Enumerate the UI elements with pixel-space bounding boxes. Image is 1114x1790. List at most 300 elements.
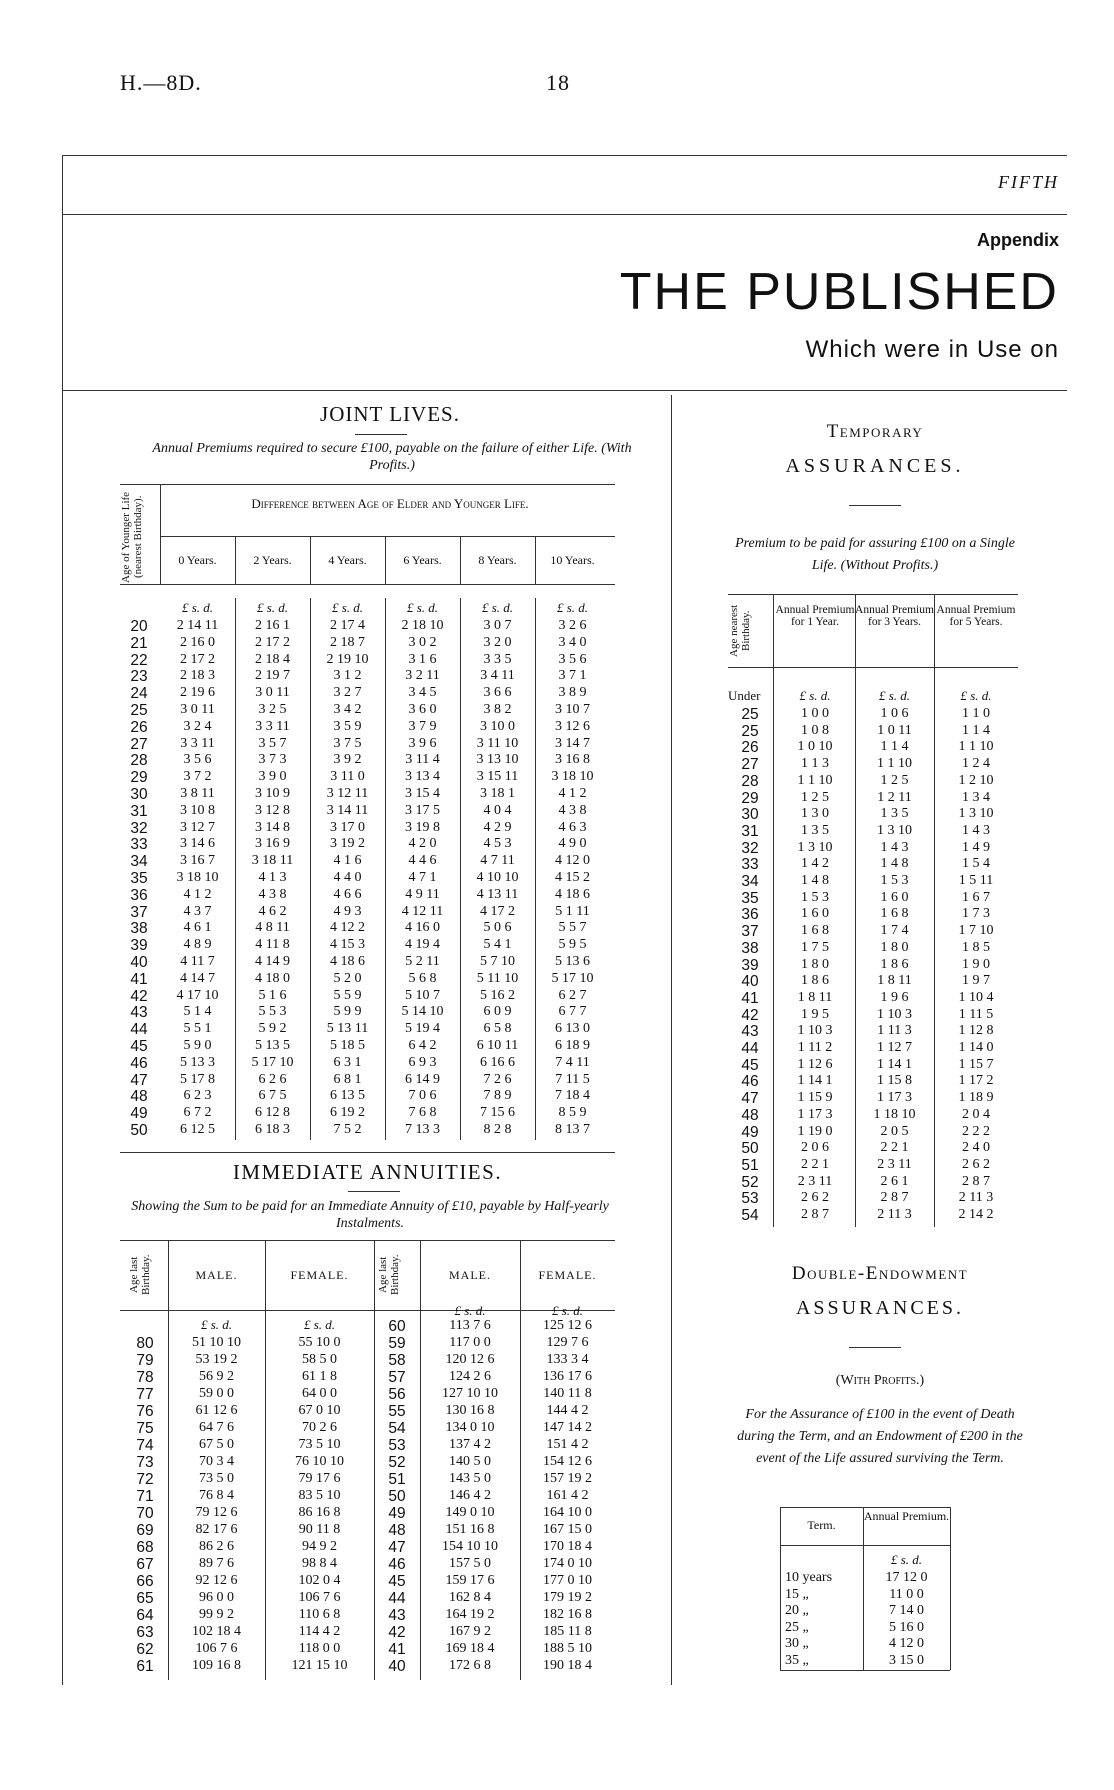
de-header-bottom: [780, 1545, 950, 1546]
ann-male-value: 164 19 2: [445, 1607, 495, 1622]
jl-row-age: 49: [130, 1105, 148, 1123]
jl-premium-cell: 5 11 10: [476, 970, 519, 986]
tmp-age-header: Age nearest Birthday.: [728, 604, 752, 658]
tmp-premium-cell: 2 8 7: [880, 1190, 909, 1206]
tmp-row-age: 37: [741, 923, 759, 941]
jl-premium-cell: 4 12 0: [555, 853, 590, 869]
jl-premium-cell: 7 18 4: [555, 1088, 590, 1104]
annuities-title: IMMEDIATE ANNUITIES.: [232, 1160, 503, 1184]
de-premium: 4 12 0: [889, 1636, 924, 1651]
tmp-unit-label: £ s. d.: [960, 688, 992, 703]
tmp-premium-cell: 1 1 10: [877, 756, 912, 772]
jl-col-header: 8 Years.: [478, 553, 517, 567]
jl-premium-cell: 4 8 9: [183, 937, 212, 953]
ann-male-value: 76 8 4: [199, 1488, 234, 1503]
tmp-row-age: 31: [741, 822, 759, 840]
ann-age-left: 61: [136, 1658, 154, 1675]
ann-age-left: 78: [136, 1369, 154, 1386]
tmp-premium-cell: 1 17 2: [958, 1073, 994, 1089]
tmp-premium-cell: 1 4 3: [962, 822, 990, 838]
double-endowment-caption: For the Assurance of £100 in the event of Death during the Term, and an Endowment of £200 in the event of the Life assured surviving the Term.: [737, 1407, 1023, 1466]
jl-premium-cell: 3 3 11: [180, 735, 215, 751]
ann-female-value: 79 17 6: [298, 1471, 341, 1486]
jl-premium-cell: 5 9 0: [183, 1038, 212, 1053]
jl-premium-cell: 4 18 0: [255, 970, 290, 986]
tmp-row-age: 35: [741, 889, 759, 907]
de-term: 30 „: [785, 1636, 809, 1651]
jl-premium-cell: 3 13 10: [476, 752, 519, 768]
jl-col-divider: [235, 536, 236, 584]
ann-male-value: 82 17 6: [195, 1522, 238, 1537]
jl-premium-cell: 7 8 9: [483, 1088, 512, 1104]
tmp-row-age: 26: [741, 739, 759, 757]
jl-group-header: Difference between Age of Elder and Younger Life.: [251, 496, 529, 511]
tmp-premium-cell: 1 9 7: [962, 973, 990, 989]
ann-male-value: 172 6 8: [449, 1658, 491, 1673]
jl-premium-cell: 3 15 4: [405, 786, 440, 801]
tmp-row-age: 27: [741, 756, 759, 774]
ann-male-value: 73 5 0: [199, 1471, 234, 1486]
tmp-premium-cell: 2 6 2: [801, 1190, 829, 1206]
tmp-col-1: Annual Premium for 1 Year.: [775, 604, 855, 628]
jl-premium-cell: 5 14 10: [401, 1004, 444, 1020]
ann-female-value: 110 6 8: [298, 1607, 341, 1622]
tmp-premium-cell: 1 9 6: [880, 989, 909, 1005]
ann-male-value: 167 9 2: [449, 1624, 491, 1639]
ann-male-value: 140 5 0: [449, 1454, 491, 1469]
tmp-premium-cell: 1 2 4: [962, 756, 990, 772]
jl-row-age: 50: [130, 1122, 148, 1139]
tmp-premium-cell: 1 8 6: [880, 956, 909, 972]
tmp-premium-cell: 2 3 11: [797, 1173, 833, 1189]
tmp-unit-label: £ s. d.: [799, 688, 831, 703]
tmp-premium-cell: 1 4 8: [801, 873, 829, 888]
tmp-premium-cell: 1 11 5: [958, 1006, 994, 1022]
ann-div-3: [374, 1240, 375, 1310]
jl-premium-cell: 3 9 2: [333, 752, 362, 768]
ann-male-value: 64 7 6: [199, 1420, 234, 1435]
jl-premium-cell: 5 10 7: [405, 987, 440, 1003]
jl-premium-cell: 3 7 9: [408, 718, 437, 734]
jl-premium-cell: 4 17 2: [480, 903, 515, 919]
de-unit-label: £ s. d.: [890, 1552, 923, 1567]
jl-row-age: 24: [130, 685, 148, 703]
tmp-premium-cell: 1 14 0: [958, 1040, 994, 1055]
jl-premium-cell: 4 7 1: [408, 870, 437, 885]
jl-premium-cell: 5 17 8: [180, 1071, 215, 1087]
jl-premium-cell: 7 15 6: [480, 1105, 515, 1121]
jl-premium-cell: 3 9 0: [258, 769, 287, 785]
ann-age-right: 50: [388, 1488, 406, 1505]
jl-premium-cell: 3 4 0: [558, 634, 587, 650]
jl-premium-cell: 3 2 7: [333, 685, 362, 701]
jl-premium-cell: 6 7 2: [183, 1105, 212, 1121]
ann-male-value: 86 2 6: [199, 1539, 234, 1554]
jl-row-age: 43: [130, 1004, 148, 1022]
ann-age-header-right: Age last Birthday.: [377, 1254, 401, 1296]
tmp-row-age: 52: [741, 1173, 759, 1191]
tmp-premium-cell: 2 8 7: [801, 1207, 829, 1222]
ann-male-value: 169 18 4: [445, 1641, 495, 1656]
ann-male-value: 96 0 0: [199, 1590, 234, 1605]
ann-male-value: 157 5 0: [449, 1556, 491, 1571]
tmp-premium-cell: 1 17 3: [797, 1106, 833, 1122]
jl-age-divider: [160, 484, 161, 584]
de-term: 35 „: [785, 1652, 809, 1668]
jl-premium-cell: 3 14 11: [326, 802, 369, 818]
tmp-premium-cell: 1 19 0: [797, 1123, 833, 1139]
tmp-premium-cell: 1 3 10: [877, 822, 912, 838]
ann-female-value: 106 7 6: [298, 1590, 341, 1605]
tmp-premium-cell: 2 14 2: [958, 1207, 994, 1222]
tmp-body-divider: [773, 667, 774, 1227]
jl-premium-cell: 3 10 0: [480, 718, 515, 734]
jl-row-age: 25: [130, 702, 148, 719]
jl-row-age: 29: [130, 769, 148, 787]
ann-age-right: 41: [388, 1641, 406, 1658]
ann-male-value: 79 12 6: [195, 1505, 238, 1520]
jl-row-age: 20: [130, 618, 148, 635]
jl-premium-cell: 3 12 8: [255, 802, 290, 818]
jl-premium-cell: 4 6 1: [183, 920, 212, 936]
ann-male-value: 106 7 6: [195, 1641, 238, 1656]
jl-premium-cell: 6 2 6: [258, 1071, 287, 1087]
jl-premium-cell: 4 11 7: [180, 954, 215, 969]
tmp-row-age: 28: [741, 772, 759, 790]
jl-premium-cell: 5 5 3: [258, 1004, 287, 1020]
tmp-row-age: 49: [741, 1123, 759, 1141]
jl-premium-cell: 4 2 9: [483, 819, 512, 835]
ann-male-value: 127 10 10: [442, 1386, 498, 1401]
ann-male-value: 154 10 10: [442, 1539, 498, 1554]
jl-premium-cell: 4 9 0: [558, 836, 587, 852]
jl-premium-cell: 6 13 0: [555, 1021, 590, 1037]
tmp-row-age: 38: [741, 939, 759, 957]
tmp-row-age: 41: [741, 989, 759, 1007]
jl-header-mid: [160, 536, 615, 537]
fifth-label: FIFTH: [998, 172, 1059, 192]
tmp-premium-cell: 2 6 1: [880, 1173, 909, 1189]
jl-row-age: 35: [130, 870, 148, 887]
jl-premium-cell: 7 13 3: [405, 1122, 440, 1137]
jl-premium-cell: 3 9 6: [408, 735, 437, 751]
jl-premium-cell: 5 16 2: [480, 987, 515, 1003]
jl-premium-cell: 2 18 7: [330, 634, 365, 650]
tmp-col-3: Annual Premium for 5 Years.: [936, 604, 1016, 628]
jl-premium-cell: 3 0 7: [483, 618, 512, 633]
jl-premium-cell: 3 8 2: [483, 702, 512, 717]
tmp-premium-cell: 1 0 0: [801, 706, 829, 721]
jl-premium-cell: 5 18 5: [330, 1038, 365, 1053]
tmp-unit-label: £ s. d.: [878, 688, 911, 703]
tmp-row-age: 53: [741, 1190, 759, 1208]
tmp-header-top: [728, 594, 1018, 595]
jl-premium-cell: 5 9 2: [258, 1021, 287, 1037]
tmp-premium-cell: 1 5 4: [962, 856, 990, 872]
jl-premium-cell: 4 19 4: [405, 937, 440, 953]
tmp-premium-cell: 1 1 3: [801, 756, 829, 772]
jl-premium-cell: 4 0 4: [483, 802, 512, 818]
jl-row-age: 26: [130, 718, 148, 736]
ann-male-value: 120 12 6: [445, 1352, 495, 1367]
jl-unit-label: £ s. d.: [406, 600, 439, 615]
annuities-caption: Showing the Sum to be paid for an Immediate Annuity of £10, payable by Half-yearly Instalments.: [131, 1199, 609, 1231]
jl-premium-cell: 4 6 3: [558, 819, 587, 835]
tmp-premium-cell: 1 14 1: [797, 1073, 833, 1089]
tmp-premium-cell: 1 11 3: [877, 1023, 912, 1039]
ann-age-left: 79: [136, 1352, 154, 1369]
jl-premium-cell: 4 14 9: [255, 954, 290, 969]
jl-col-divider: [310, 536, 311, 584]
jl-col-header: 4 Years.: [328, 553, 367, 567]
jl-premium-cell: 3 1 6: [408, 651, 437, 667]
tmp-premium-cell: 1 1 10: [797, 772, 833, 788]
ann-age-left: 66: [136, 1573, 154, 1590]
ann-age-right: 52: [388, 1454, 406, 1471]
ann-age-left: 74: [136, 1437, 154, 1454]
ann-age-right: 49: [388, 1505, 406, 1522]
ann-body-divider: [374, 1310, 375, 1680]
jl-premium-cell: 3 18 10: [551, 769, 594, 785]
tmp-premium-cell: 1 3 0: [801, 806, 829, 822]
jl-row-age: 21: [130, 634, 148, 652]
ann-age-left: 70: [136, 1505, 154, 1522]
ann-female-value: 167 15 0: [543, 1522, 592, 1537]
jl-premium-cell: 3 8 9: [558, 685, 587, 701]
tmp-premium-cell: 1 3 10: [797, 839, 833, 855]
ann-female-value: 133 3 4: [546, 1352, 589, 1367]
jl-col-header: 2 Years.: [253, 553, 292, 567]
jl-premium-cell: 3 18 10: [176, 870, 219, 885]
tmp-row-age: 47: [741, 1090, 759, 1108]
ann-age-right: 51: [388, 1471, 406, 1488]
jl-premium-cell: 3 16 9: [255, 836, 290, 852]
tmp-premium-cell: 1 2 5: [801, 789, 829, 805]
ann-age-right: 46: [388, 1556, 406, 1573]
jl-premium-cell: 4 17 10: [176, 987, 219, 1003]
ann-male-value: 124 2 6: [449, 1369, 491, 1384]
tmp-row-age: 33: [741, 856, 759, 874]
ann-female-value: 94 9 2: [302, 1539, 337, 1554]
jl-row-age: 32: [130, 819, 148, 837]
ann-female-value: 86 16 8: [298, 1505, 341, 1520]
jl-premium-cell: 3 2 0: [483, 634, 512, 650]
ann-male-value: 56 9 2: [199, 1369, 234, 1384]
ann-female-value: 129 7 6: [546, 1335, 589, 1350]
jl-premium-cell: 2 19 6: [180, 685, 215, 701]
ann-female-value: 179 19 2: [543, 1590, 592, 1605]
jl-premium-cell: 3 0 11: [255, 685, 290, 701]
jl-row-age: 36: [130, 886, 148, 904]
jl-premium-cell: 4 3 7: [183, 903, 212, 919]
tmp-premium-cell: 1 11 2: [797, 1040, 833, 1055]
jl-premium-cell: 3 12 7: [180, 819, 215, 835]
ann-unit-male-right: £ s. d.: [454, 1303, 486, 1318]
tmp-premium-cell: 1 1 10: [958, 739, 994, 755]
ann-female-value: 161 4 2: [546, 1488, 589, 1503]
tmp-premium-cell: 1 1 0: [962, 706, 990, 721]
tmp-premium-cell: 1 0 8: [801, 722, 829, 738]
tmp-row-age: 32: [741, 839, 759, 857]
jl-premium-cell: 3 3 5: [483, 651, 512, 667]
double-endowment-title-2: ASSURANCES.: [795, 1297, 965, 1319]
double-endowment-profits: (With Profits.): [835, 1373, 925, 1388]
jl-row-age: 38: [130, 920, 148, 938]
page-number: 18: [546, 70, 570, 95]
ann-age-left: 65: [136, 1590, 154, 1607]
jl-premium-cell: 3 17 5: [405, 802, 440, 818]
double-endowment-title-1: Double-Endowment: [791, 1263, 969, 1284]
ann-age-right: 40: [388, 1658, 406, 1675]
jl-premium-cell: 6 18 9: [555, 1038, 590, 1053]
main-title: THE PUBLISHED: [619, 263, 1059, 321]
jl-premium-cell: 6 18 3: [255, 1122, 290, 1137]
ann-male-left: MALE.: [195, 1268, 238, 1282]
ann-age-left: 80: [136, 1335, 154, 1352]
ann-female-left: FEMALE.: [290, 1268, 349, 1282]
ann-female-value: 114 4 2: [298, 1624, 341, 1639]
tmp-premium-cell: 1 4 2: [801, 856, 829, 872]
ann-female-value: 55 10 0: [298, 1335, 341, 1350]
jl-premium-cell: 4 12 2: [330, 920, 365, 936]
de-premium: 7 14 0: [889, 1603, 924, 1618]
jl-col-divider: [385, 536, 386, 584]
tmp-premium-cell: 1 1 4: [880, 739, 909, 755]
tmp-premium-cell: 1 0 11: [877, 722, 912, 738]
jl-premium-cell: 3 14 8: [255, 819, 290, 835]
ann-age-left: 67: [136, 1556, 154, 1573]
jl-premium-cell: 5 5 9: [333, 987, 362, 1003]
ann-age-left: 73: [136, 1454, 154, 1471]
tmp-premium-cell: 2 8 7: [962, 1173, 990, 1189]
tmp-premium-cell: 1 3 5: [880, 806, 909, 822]
jl-row-age: 40: [130, 954, 148, 971]
left-border: [62, 155, 63, 1685]
ann-age-right: 48: [388, 1522, 406, 1539]
temporary-title-rule: [849, 505, 901, 506]
jl-premium-cell: 4 3 8: [258, 886, 287, 902]
de-term: 15 „: [785, 1586, 809, 1602]
jl-premium-cell: 4 4 6: [408, 853, 437, 869]
jl-premium-cell: 3 17 0: [330, 819, 365, 835]
tmp-premium-cell: 1 7 5: [801, 939, 829, 955]
jl-premium-cell: 3 8 11: [180, 786, 215, 801]
tmp-row-age: 30: [741, 806, 759, 824]
tmp-premium-cell: 2 0 4: [962, 1106, 990, 1122]
jl-premium-cell: 5 13 11: [326, 1021, 369, 1037]
section-rule: [62, 390, 1067, 391]
tmp-premium-cell: 1 9 0: [962, 956, 990, 972]
ann-male-value: 159 17 6: [445, 1573, 495, 1588]
jl-premium-cell: 3 12 6: [555, 718, 590, 734]
tmp-row-age: 25: [741, 722, 759, 740]
jl-row-age: 44: [130, 1021, 148, 1039]
ann-female-value: 64 0 0: [302, 1386, 337, 1401]
document-code: H.—8D.: [120, 70, 202, 95]
jl-premium-cell: 3 10 7: [555, 702, 590, 717]
tmp-premium-cell: 1 0 6: [880, 706, 909, 721]
ann-female-value: 182 16 8: [543, 1607, 592, 1622]
jl-premium-cell: 3 5 6: [183, 752, 212, 768]
tmp-premium-cell: 1 3 10: [958, 806, 994, 822]
ann-header-top: [120, 1240, 615, 1241]
tmp-premium-cell: 1 18 9: [958, 1090, 994, 1106]
jl-premium-cell: 3 10 9: [255, 786, 290, 801]
tmp-premium-cell: 1 0 10: [797, 739, 833, 755]
jl-premium-cell: 4 1 2: [183, 886, 212, 902]
jl-header-bottom: [120, 584, 615, 585]
ann-age-right: 44: [388, 1590, 406, 1607]
jl-premium-cell: 4 14 7: [180, 970, 215, 986]
jl-premium-cell: 3 0 2: [408, 634, 437, 650]
de-premium: 5 16 0: [889, 1619, 924, 1635]
de-premium: 3 15 0: [889, 1652, 924, 1668]
de-header-top: [780, 1507, 950, 1508]
jl-col-header: 10 Years.: [550, 553, 595, 567]
jl-premium-cell: 8 2 8: [483, 1122, 512, 1137]
ann-male-value: 59 0 0: [199, 1386, 234, 1401]
ann-male-value: 67 5 0: [199, 1437, 234, 1452]
jl-premium-cell: 7 4 11: [555, 1054, 590, 1070]
top-rule: [62, 155, 1067, 156]
jl-premium-cell: 6 9 3: [408, 1054, 437, 1070]
ann-male-value: 130 16 8: [445, 1403, 495, 1418]
ann-age-right: 58: [388, 1352, 406, 1369]
ann-female-value: 61 1 8: [302, 1369, 337, 1384]
jl-premium-cell: 8 5 9: [558, 1105, 587, 1121]
jl-premium-cell: 2 16 1: [255, 618, 290, 633]
jl-age-header: Age of Younger Life (nearest Birthday).: [120, 491, 144, 583]
tmp-premium-cell: 1 10 3: [797, 1023, 833, 1039]
ann-age-left: 76: [136, 1403, 154, 1420]
jl-premium-cell: 5 0 6: [483, 920, 512, 936]
jl-premium-cell: 2 14 11: [176, 618, 219, 633]
tmp-row-age: 40: [741, 973, 759, 991]
tmp-premium-cell: 1 12 8: [958, 1023, 994, 1039]
ann-male-value: 117 0 0: [449, 1335, 491, 1350]
jl-row-age: 42: [130, 987, 148, 1005]
tmp-premium-cell: 1 6 8: [801, 923, 829, 939]
tmp-premium-cell: 2 11 3: [877, 1207, 912, 1222]
tmp-div-1: [773, 594, 774, 667]
de-bottom: [780, 1670, 950, 1671]
jl-row-age: 27: [130, 735, 148, 753]
jl-premium-cell: 6 3 1: [333, 1054, 362, 1070]
tmp-premium-cell: 1 3 4: [962, 789, 990, 805]
tmp-premium-cell: 2 11 3: [958, 1190, 994, 1206]
jl-premium-cell: 3 11 0: [330, 769, 365, 785]
ann-female-value: 136 17 6: [543, 1369, 592, 1384]
ann-age-left: 62: [136, 1641, 154, 1658]
joint-lives-caption: Annual Premiums required to secure £100, payable on the failure of either Life. (With Profits.): [152, 441, 632, 473]
jl-premium-cell: 5 6 8: [408, 970, 437, 986]
ann-male-value: 51 10 10: [192, 1335, 241, 1350]
jl-premium-cell: 5 9 9: [333, 1004, 362, 1020]
tmp-row-age: 34: [741, 873, 759, 890]
tmp-row-age: 36: [741, 906, 759, 924]
jl-premium-cell: 6 19 2: [330, 1105, 365, 1121]
tmp-premium-cell: 1 10 3: [877, 1006, 912, 1022]
jl-premium-cell: 3 18 11: [251, 853, 294, 869]
ann-female-value: 154 12 6: [543, 1454, 592, 1469]
tmp-row-age: 45: [741, 1056, 759, 1074]
ann-male-value: 146 4 2: [449, 1488, 491, 1503]
jl-premium-cell: 5 13 3: [180, 1054, 215, 1070]
tmp-premium-cell: 1 2 10: [958, 772, 994, 788]
tmp-row-age: 43: [741, 1023, 759, 1041]
jl-premium-cell: 6 7 5: [258, 1088, 287, 1104]
tmp-premium-cell: 1 5 3: [801, 889, 829, 905]
